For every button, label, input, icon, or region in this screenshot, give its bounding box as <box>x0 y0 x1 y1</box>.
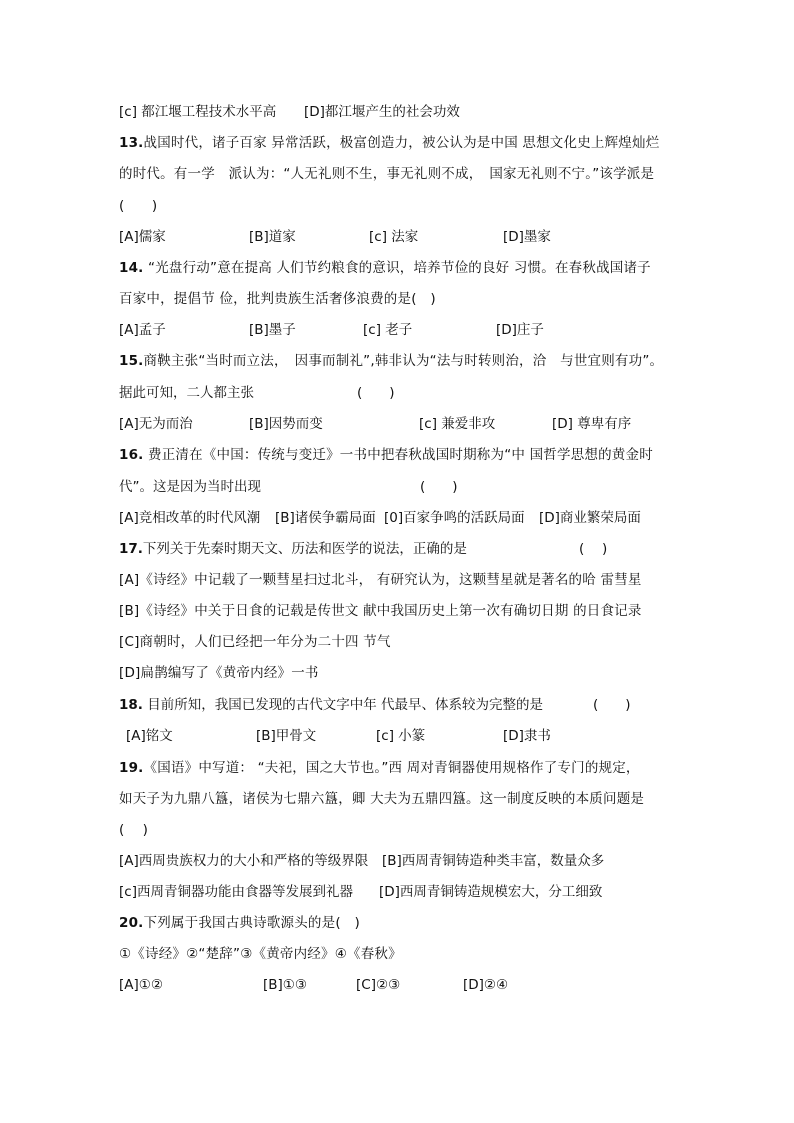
q17-stem-text <box>119 539 467 559</box>
q13-option-a: [A]儒家 <box>119 229 166 245</box>
q15-option-c: [c] 兼爱非攻 <box>419 416 496 432</box>
q17-paren: ( ) <box>579 541 608 557</box>
q16-option-c: [0]百家争鸣的活跃局面 <box>384 510 525 526</box>
q16-text2: 代”。这是因为当时出现 <box>119 479 261 495</box>
q19-stem-line1 <box>119 758 640 778</box>
q20-text1: 下列属于我国古典诗歌源头的是( ) <box>143 915 360 931</box>
q17-option-b: [B]《诗经》中关于日食的记载是传世文 献中我国历史上第一次有确切日期 的日食记录 <box>119 603 642 619</box>
q16-stem-line2 <box>119 477 699 497</box>
q15-number: 15. <box>119 353 144 369</box>
q19-stem-line2: 如天子为九鼎八簋，诸侯为七鼎六簋，卿 大夫为五鼎四簋。这一制度反映的本质问题是 <box>119 791 645 807</box>
q13-number: 13. <box>119 135 144 151</box>
q17-number: 17. <box>119 541 143 557</box>
q13-stem-line1 <box>119 133 659 153</box>
q13-option-c: [c] 法家 <box>369 229 419 245</box>
q16-number: 16. <box>119 447 144 463</box>
q18-stem <box>119 695 699 715</box>
q13-option-b: [B]道家 <box>249 229 296 245</box>
q15-text1: 商鞅主张“当时而立法， 因事而制礼”,韩非认为“法与时转则治，洽 与世宜则有功”。 <box>143 353 664 369</box>
q14-stem-line2: 百家中，提倡节 俭，批判贵族生活奢侈浪费的是( ) <box>119 291 436 307</box>
q19-options-ab <box>119 851 699 871</box>
q14-options <box>119 320 699 340</box>
q15-stem-line1 <box>119 351 663 371</box>
q20-option-c: [C]②③ <box>356 977 401 993</box>
q18-number: 18. <box>119 697 143 713</box>
q12-option-d: [D]都江堰产生的社会功效 <box>304 104 460 120</box>
q13-text1: 战国时代，诸子百家 异常活跃，极富创造力，被公认为是中国 思想文化史上辉煌灿烂 <box>143 135 660 151</box>
q19-text1: 《国语》中写道： “夫祀，国之大节也。”西 周对青铜器使用规格作了专门的规定， <box>143 760 640 776</box>
q20-stem-line2: ①《诗经》②“楚辞”③《黄帝内经》④《春秋》 <box>119 946 402 962</box>
q18-option-a: [A]铭文 <box>126 728 173 744</box>
q19-paren: ( ) <box>119 822 149 838</box>
q20-option-b: [B]①③ <box>263 977 308 993</box>
q17-option-d: [D]扁鹊编写了《黄帝内经》一书 <box>119 665 319 681</box>
q19-option-b: [B]西周青铜铸造种类丰富，数量众多 <box>382 853 605 869</box>
q18-options <box>119 726 699 746</box>
q18-option-b: [B]甲骨文 <box>256 728 317 744</box>
q16-options <box>119 508 699 528</box>
q15-options <box>119 414 699 434</box>
q16-option-d: [D]商业繁荣局面 <box>539 510 641 526</box>
q15-option-a: [A]无为而治 <box>119 416 193 432</box>
q15-option-b: [B]因势而变 <box>249 416 323 432</box>
q19-number: 19. <box>119 760 144 776</box>
q17-option-c: [C]商朝时，人们已经把一年分为二十四 节气 <box>119 634 391 650</box>
q14-number: 14. <box>119 260 144 276</box>
q18-option-d: [D]隶书 <box>503 728 551 744</box>
q13-paren: ( ) <box>119 198 158 214</box>
q12-options <box>119 102 699 122</box>
q18-paren: ( ) <box>593 697 631 713</box>
q18-text1: 目前所知，我国已发现的古代文字中年 代最早、体系较为完整的是 <box>142 697 544 713</box>
q12-option-c: [c] 都江堰工程技术水平高 <box>119 104 277 120</box>
q14-option-c: [c] 老子 <box>363 322 413 338</box>
q20-option-d: [D]②④ <box>463 977 509 993</box>
q18-stem-text <box>119 695 543 715</box>
q19-option-d: [D]西周青铜铸造规模宏大，分工细致 <box>379 884 603 900</box>
q16-paren: ( ) <box>420 479 458 495</box>
q15-option-d: [D] 尊卑有序 <box>552 416 632 432</box>
q19-option-a: [A]西周贵族权力的大小和严格的等级界限 <box>119 853 369 869</box>
q15-paren: ( ) <box>357 385 395 401</box>
q14-option-b: [B]墨子 <box>249 322 296 338</box>
q17-option-a: [A]《诗经》中记载了一颗彗星扫过北斗， 有研究认为，这颗彗星就是著名的哈 雷彗星 <box>119 572 642 588</box>
q13-options <box>119 227 699 247</box>
q16-text1: 费正清在《中国：传统与变迁》一书中把春秋战国时期称为“中 国哲学思想的黄金时 <box>143 447 653 463</box>
q20-options <box>119 975 699 995</box>
q14-stem-line1 <box>119 258 651 278</box>
q16-stem-line1 <box>119 445 653 465</box>
q20-stem-line1 <box>119 913 360 933</box>
q16-option-b: [B]诸侯争霸局面 <box>275 510 376 526</box>
q13-stem-line2: 的时代。有一学 派认为：“人无礼则不生，事无礼则不成， 国家无礼则不宁。”该学派是 <box>119 166 655 182</box>
q15-stem-line2 <box>119 383 699 403</box>
q14-text1: “光盘行动”意在提高 人们节约粮食的意识，培养节俭的良好 习惯。在春秋战国诸子 <box>143 260 651 276</box>
q17-text1: 下列关于先秦时期天文、历法和医学的说法，正确的是 <box>142 541 467 557</box>
q14-option-a: [A]孟子 <box>119 322 166 338</box>
q19-option-c: [c]西周青铜器功能由食器等发展到礼器 <box>119 884 353 900</box>
q16-option-a: [A]竞相改革的时代风潮 <box>119 510 261 526</box>
q20-number: 20. <box>119 915 144 931</box>
q19-options-cd <box>119 882 699 902</box>
q20-option-a: [A]①② <box>119 977 163 993</box>
q13-option-d: [D]墨家 <box>503 229 551 245</box>
q15-text2: 据此可知，二人都主张 <box>119 385 254 401</box>
q18-option-c: [c] 小篆 <box>376 728 426 744</box>
q17-stem <box>119 539 699 559</box>
q14-option-d: [D]庄子 <box>496 322 544 338</box>
